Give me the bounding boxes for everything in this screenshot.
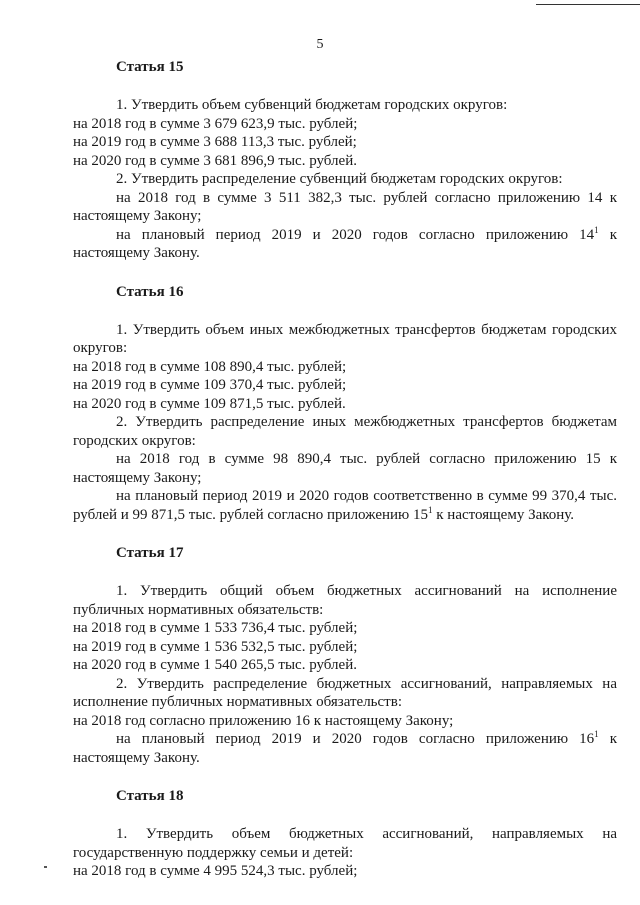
article-title: Статья 16 (116, 283, 184, 300)
superscript: 1 (428, 504, 433, 515)
article-title: Статья 17 (116, 545, 184, 561)
paragraph: 1. Утвердить общий объем бюджетных ассигнований на исполнение публичных нормативных обязательств: (73, 583, 617, 618)
paragraph-line (73, 226, 617, 263)
paragraph-line: на 2018 год согласно приложению 16 к настоящему Закону; (73, 712, 454, 729)
paragraph: 1. Утвердить объем иных межбюджетных трансфертов бюджетам городских округов: (73, 321, 617, 356)
paragraph: 2. Утвердить распределение субвенций бюджетам городских округов: (116, 171, 563, 187)
paragraph-text: к настоящему Закону. (432, 506, 575, 523)
paragraph-line (73, 487, 617, 524)
paragraph-text: к настоящему Закону. (73, 226, 617, 261)
superscript: 1 (594, 729, 599, 739)
paragraph-line: на 2018 год в сумме 4 995 524,3 тыс. рублей; (73, 863, 358, 879)
paragraph-line: на 2018 год в сумме 108 890,4 тыс. рублей; (73, 358, 347, 375)
article-16 (73, 283, 617, 525)
paragraph-text: к настоящему Закону. (73, 731, 617, 766)
paragraph: 2. Утвердить распределение бюджетных ассигнований, направляемых на исполнение публичных нормативных обязательств: (73, 675, 617, 710)
article-title: Статья 15 (116, 59, 184, 75)
paragraph-line: на 2019 год в сумме 109 370,4 тыс. рублей; (73, 377, 347, 393)
paragraph-line: на 2020 год в сумме 1 540 265,5 тыс. рублей. (73, 657, 357, 673)
paragraph-text: на плановый период 2019 и 2020 годов соответственно в сумме 99 370,4 тыс. рублей и 99 871,5 тыс. рублей согласно приложению 15 (73, 488, 617, 523)
paragraph-line: на 2020 год в сумме 3 681 896,9 тыс. рублей. (73, 152, 357, 169)
paragraph-line: на 2018 год в сумме 1 533 736,4 тыс. рублей; (73, 620, 358, 636)
paragraph-text: на плановый период 2019 и 2020 годов согласно приложению 16 (116, 731, 595, 747)
paragraph-line: на 2018 год в сумме 3 511 382,3 тыс. рублей согласно приложению 14 к настоящему Закону; (73, 189, 617, 224)
paragraph-line: на 2018 год в сумме 98 890,4 тыс. рублей согласно приложению 15 к настоящему Закону; (73, 451, 617, 486)
article-18 (73, 787, 617, 881)
paragraph: 2. Утвердить распределение иных межбюджетных трансфертов бюджетам городских округов: (73, 414, 617, 449)
document-body (73, 58, 617, 881)
superscript: 1 (594, 224, 599, 235)
paragraph-text: на плановый период 2019 и 2020 годов согласно приложению 14 (116, 226, 595, 243)
paragraph-line: на 2020 год в сумме 109 871,5 тыс. рублей. (73, 395, 346, 412)
article-17 (73, 544, 617, 767)
paragraph-line (73, 730, 617, 767)
article-15 (73, 58, 617, 263)
paragraph-line: на 2018 год в сумме 3 679 623,9 тыс. рублей; (73, 115, 358, 132)
top-right-rule (536, 4, 640, 5)
paragraph: 1. Утвердить объем бюджетных ассигнований, направляемых на государственную поддержку семьи и детей: (73, 826, 617, 861)
article-title: Статья 18 (116, 788, 184, 804)
paragraph: 1. Утвердить объем субвенций бюджетам городских округов: (116, 97, 508, 113)
scan-speck (44, 866, 47, 868)
paragraph-line: на 2019 год в сумме 1 536 532,5 тыс. рублей; (73, 638, 358, 655)
page-number: 5 (316, 37, 324, 52)
paragraph-line: на 2019 год в сумме 3 688 113,3 тыс. рублей; (73, 134, 357, 150)
